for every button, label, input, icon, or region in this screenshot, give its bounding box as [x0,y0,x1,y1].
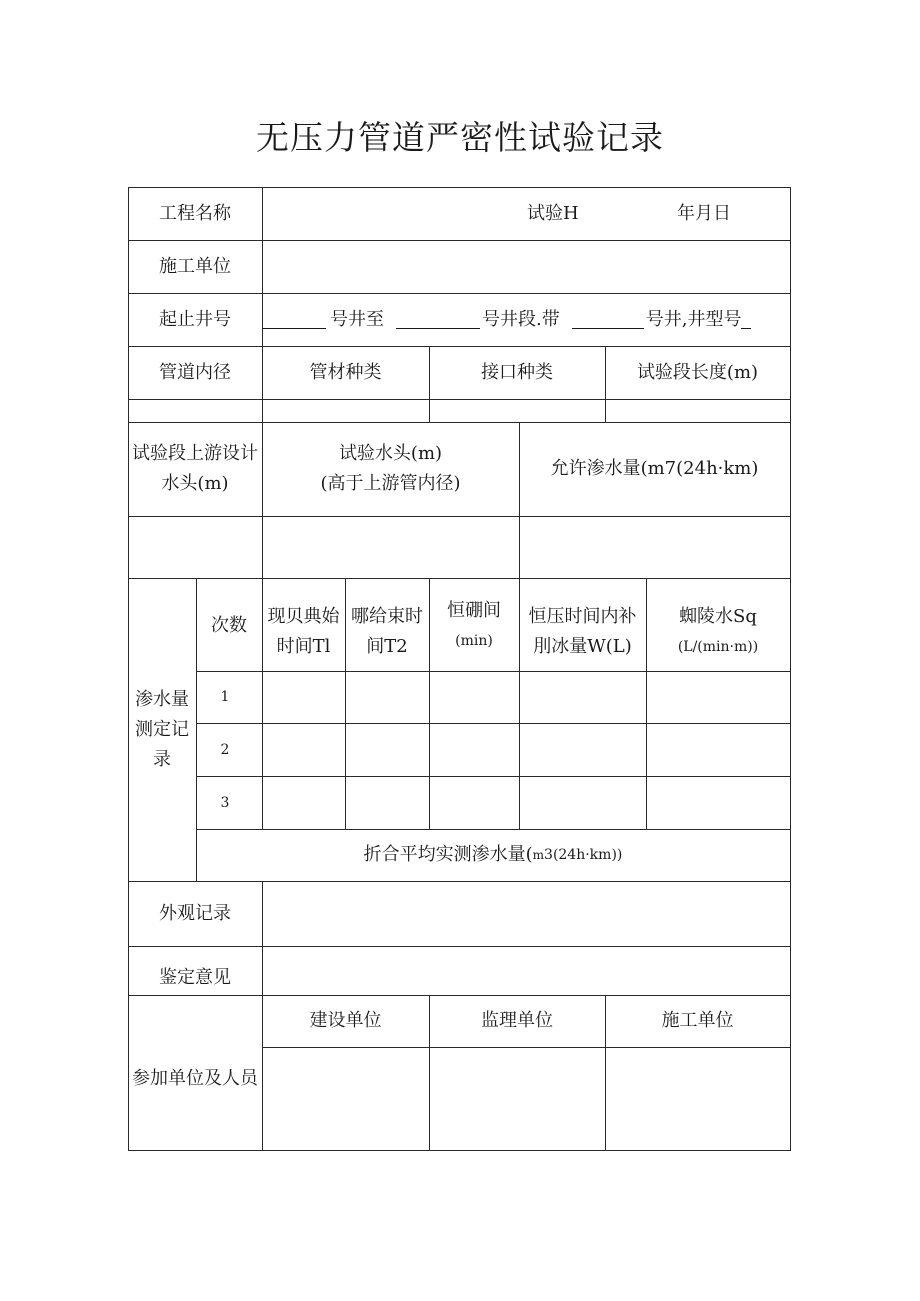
label-test-head [262,422,519,516]
test-date-label: 试验H [527,202,579,224]
refill-line1: 恒压时间内补 [528,605,637,627]
well-fill-1: 号井至 [330,308,384,330]
avg-seepage-unit-small: m [532,848,545,862]
blank-line[interactable] [572,310,644,329]
header-end-time [345,578,429,671]
seep-rate-line2: (L/(min·m)) [677,638,759,655]
test-head-line2: (高于上游管内径) [320,473,461,494]
label-joint-type: 接口种类 [481,361,553,383]
label-upstream-head [128,422,262,516]
well-fill-3: 号井,井型号 [645,308,742,330]
label-pipe-diameter: 管道内径 [159,361,231,383]
label-allowed-seepage: 允许渗水量(m7(24h·km) [550,458,759,479]
end-time-line2: 间T2 [366,635,408,657]
well-fill-2: 号井段.带 [482,308,560,330]
label-appearance: 外观记录 [159,902,231,924]
label-well-numbers: 起止井号 [159,308,231,330]
label-project-name: 工程名称 [159,202,231,224]
header-refill [519,578,646,671]
label-builder-unit: 施工单位 [661,1010,734,1031]
refill-line2: 刖冰量W(L) [533,635,632,657]
test-head-line1: 试验水头(m) [338,443,443,464]
blank-line[interactable] [741,310,751,329]
trial-1: 1 [220,689,230,705]
start-time-line2: 时间Tl [276,635,331,657]
well-numbers-field[interactable] [262,293,790,346]
opinion-field[interactable] [262,946,790,995]
label-seepage-record [128,578,196,881]
seepage-record-line1: 渗水量 [135,688,189,710]
label-participants: 参加单位及人员 [132,1067,258,1089]
header-seep-rate [646,578,790,671]
end-time-line1: 哪给束时 [351,605,423,627]
header-const-time [429,578,519,671]
avg-seepage-label [196,829,790,881]
construction-unit-field[interactable] [262,240,790,293]
upstream-head-line2: 水头(m) [161,473,229,494]
const-time-line1: 恒硼间 [447,600,501,621]
appearance-field[interactable] [262,881,790,946]
upstream-head-line1: 试验段上游设计 [132,443,258,464]
page-title: 无压力管道严密性试验记录 [256,118,664,157]
header-times: 次数 [211,615,247,636]
label-owner-unit: 建设单位 [309,1010,382,1031]
start-time-line1: 现贝典始 [267,605,340,627]
seepage-record-line3: 录 [153,748,171,770]
project-name-field[interactable] [262,187,790,240]
blank-line[interactable] [262,310,326,329]
trial-2: 2 [220,741,230,758]
avg-seepage-unit-rest: 3(24h·km)) [544,847,623,863]
label-construction-unit: 施工单位 [159,255,231,277]
blank-line[interactable] [396,310,480,329]
seepage-record-line2: 测定记 [135,718,189,740]
label-pipe-material: 管材种类 [309,361,382,383]
date-ymd-label: 年月日 [677,202,731,224]
seep-rate-line1: 蜘陵水Sq [679,605,757,627]
avg-seepage-text: 折合平均实测渗水量( [363,844,533,865]
trial-3: 3 [220,794,230,811]
header-start-time [262,578,345,671]
label-supervisor-unit: 监理单位 [481,1010,553,1031]
const-time-line2: (min) [455,633,493,649]
label-section-length: 试验段长度(m) [636,361,759,383]
label-opinion: 鉴定意见 [159,967,231,988]
